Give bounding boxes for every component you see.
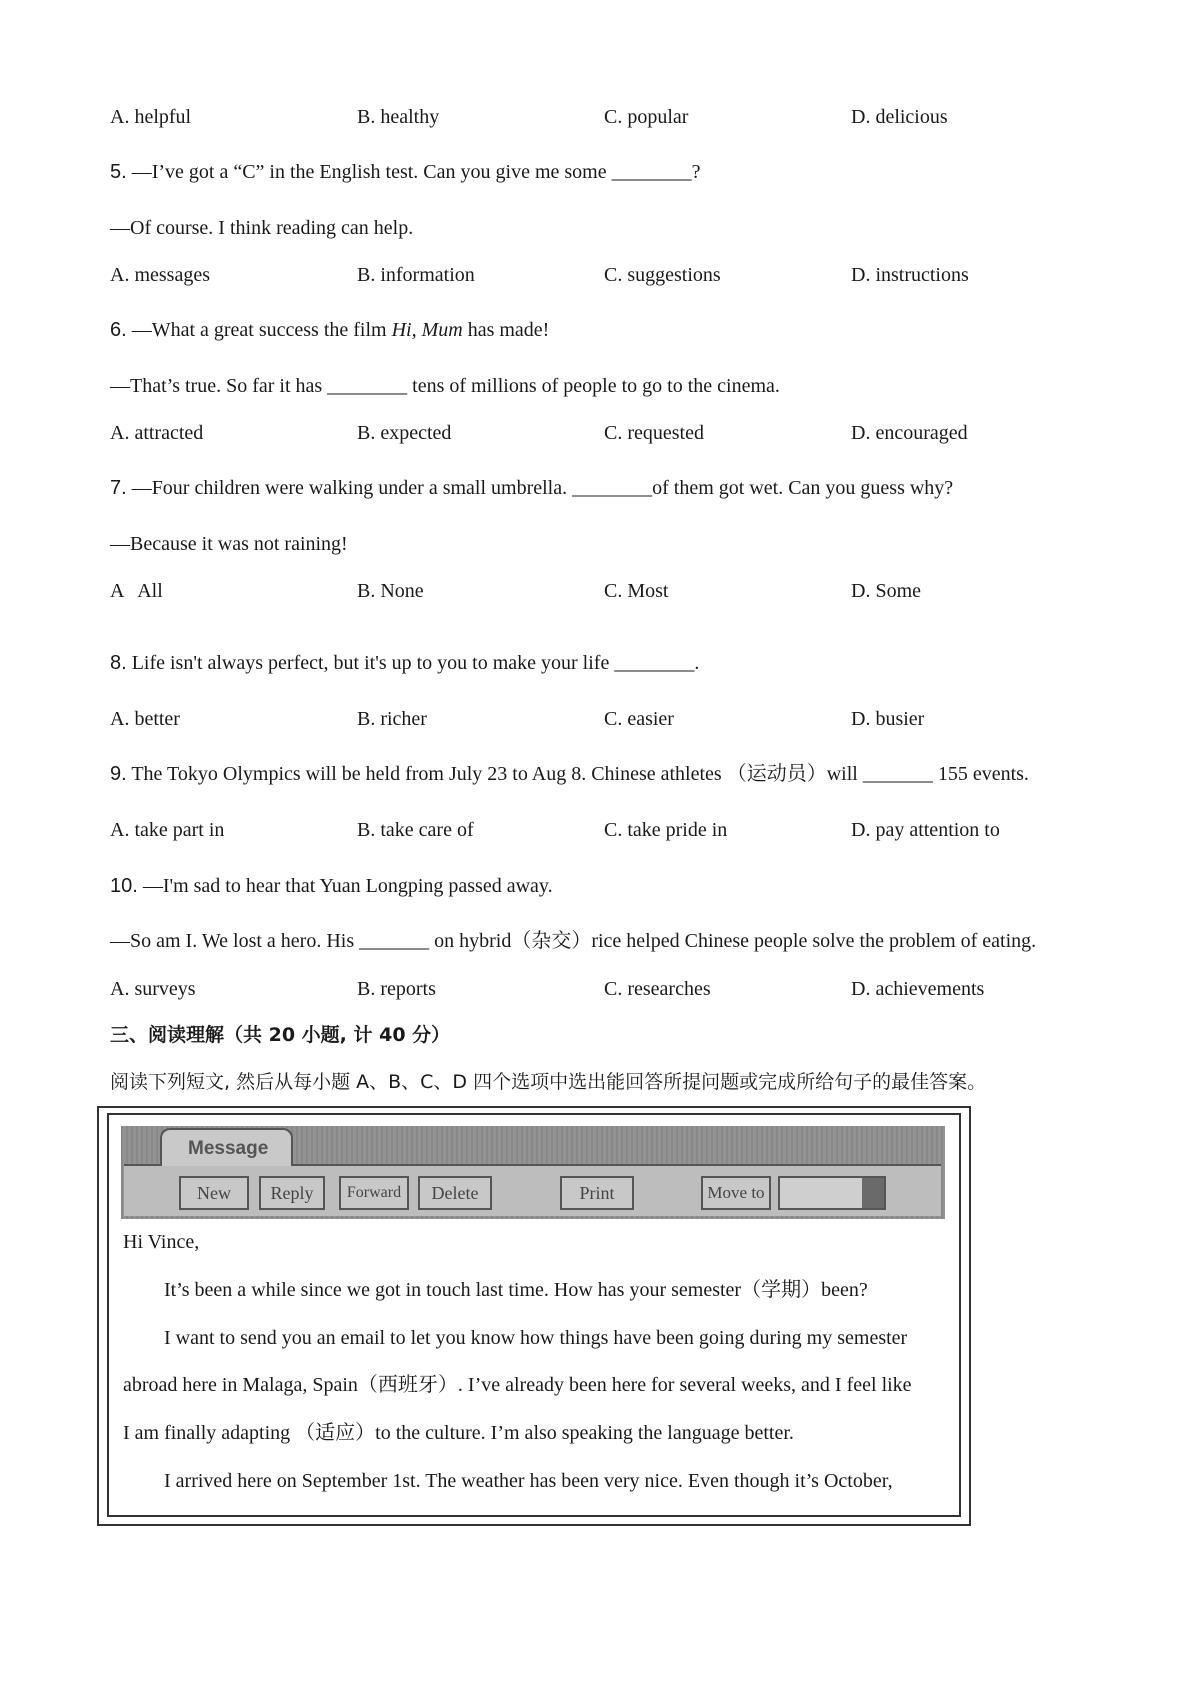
dropdown-handle[interactable] [862, 1178, 884, 1208]
q9-text: The Tokyo Olympics will be held from July 23 to Aug 8. Chinese athletes （运动员）will _______ 155 events. [131, 763, 1029, 785]
mail-line-1: It’s been a while since we got in touch last time. How has your semester（学期）been? [164, 1279, 868, 1301]
q6-option-d[interactable]: D. encouraged [851, 422, 968, 444]
q8-number: 8. [110, 652, 127, 674]
q5-reply: —Of course. I think reading can help. [110, 217, 414, 239]
q10-text: —I'm sad to hear that Yuan Longping passed away. [142, 875, 553, 897]
q9-stem [110, 762, 1029, 786]
q8-option-a[interactable]: A. better [110, 708, 180, 730]
q7-option-c[interactable]: C. Most [604, 580, 669, 602]
q8-option-d[interactable]: D. busier [851, 708, 925, 730]
q10-option-d[interactable]: D. achievements [851, 978, 985, 1000]
q5-option-a[interactable]: A. messages [110, 264, 210, 286]
q10-option-c[interactable]: C. researches [604, 978, 711, 1000]
q10-options [110, 977, 1110, 1001]
q8-option-c[interactable]: C. easier [604, 708, 674, 730]
q7-reply: —Because it was not raining! [110, 533, 348, 555]
q6-text-b: has made! [462, 319, 550, 341]
q4-option-c[interactable]: C. popular [604, 106, 689, 128]
q5-options [110, 263, 1110, 287]
print-button[interactable]: Print [560, 1176, 634, 1210]
q6-text-a: —What a great success the film [131, 319, 392, 341]
q7-number: 7. [110, 477, 127, 499]
mail-greeting: Hi Vince, [123, 1231, 200, 1253]
delete-button[interactable]: Delete [418, 1176, 492, 1210]
q4-options [110, 105, 1110, 129]
q10-option-b[interactable]: B. reports [357, 978, 436, 1000]
q7-text: —Four children were walking under a small umbrella. ________of them got wet. Can you guess why? [131, 477, 954, 499]
q8-text: Life isn't always perfect, but it's up to you to make your life ________. [131, 652, 700, 674]
q5-option-c[interactable]: C. suggestions [604, 264, 721, 286]
q6-number: 6. [110, 319, 127, 341]
forward-button[interactable]: Forward [339, 1176, 409, 1210]
q5-stem [110, 160, 700, 184]
q6-option-a[interactable]: A. attracted [110, 422, 204, 444]
q6-stem [110, 318, 549, 342]
q9-number: 9. [110, 763, 127, 785]
q6-options [110, 421, 1110, 445]
mail-line-4: I am finally adapting （适应）to the culture. I’m also speaking the language better. [123, 1422, 794, 1444]
q10-reply: —So am I. We lost a hero. His _______ on hybrid（杂交）rice helped Chinese people solve the problem of eating. [110, 930, 1037, 952]
q10-stem [110, 874, 553, 898]
q6-film-title: Hi, Mum [391, 319, 463, 341]
section-instruction: 阅读下列短文, 然后从每小题 A、B、C、D 四个选项中选出能回答所提问题或完成所给句子的最佳答案。 [110, 1071, 987, 1093]
q4-option-b[interactable]: B. healthy [357, 106, 440, 128]
q8-options [110, 707, 1110, 731]
q5-number: 5. [110, 161, 127, 183]
q6-reply: —That’s true. So far it has ________ tens of millions of people to go to the cinema. [110, 375, 780, 397]
q9-option-c[interactable]: C. take pride in [604, 819, 728, 841]
q5-option-d[interactable]: D. instructions [851, 264, 969, 286]
mail-line-5: I arrived here on September 1st. The weather has been very nice. Even though it’s October, [164, 1470, 893, 1492]
q9-options [110, 818, 1110, 842]
q10-option-a[interactable]: A. surveys [110, 978, 196, 1000]
q8-option-b[interactable]: B. richer [357, 708, 427, 730]
q7-option-d[interactable]: D. Some [851, 580, 921, 602]
q7-option-b[interactable]: B. None [357, 580, 424, 602]
reply-button[interactable]: Reply [259, 1176, 325, 1210]
q6-option-c[interactable]: C. requested [604, 422, 704, 444]
q10-number: 10. [110, 875, 138, 897]
q7-option-a[interactable]: A All [110, 580, 163, 602]
q9-option-b[interactable]: B. take care of [357, 819, 474, 841]
mail-line-2: I want to send you an email to let you know how things have been going during my semester [164, 1327, 908, 1349]
q9-option-a[interactable]: A. take part in [110, 819, 225, 841]
tab-message[interactable]: Message [160, 1128, 293, 1166]
q6-option-b[interactable]: B. expected [357, 422, 452, 444]
q5-option-b[interactable]: B. information [357, 264, 475, 286]
section-heading: 三、阅读理解（共 20 小题, 计 40 分） [110, 1024, 451, 1046]
q8-stem [110, 651, 699, 675]
q5-text: —I’ve got a “C” in the English test. Can you give me some ________? [131, 161, 701, 183]
q4-option-a[interactable]: A. helpful [110, 106, 192, 128]
q7-options [110, 579, 1110, 603]
mail-line-3: abroad here in Malaga, Spain（西班牙）. I’ve already been here for several weeks, and I feel like [123, 1374, 912, 1396]
q7-stem [110, 476, 953, 500]
q9-option-d[interactable]: D. pay attention to [851, 819, 1000, 841]
new-button[interactable]: New [179, 1176, 249, 1210]
move-to-button[interactable]: Move to [701, 1176, 771, 1210]
q4-option-d[interactable]: D. delicious [851, 106, 948, 128]
